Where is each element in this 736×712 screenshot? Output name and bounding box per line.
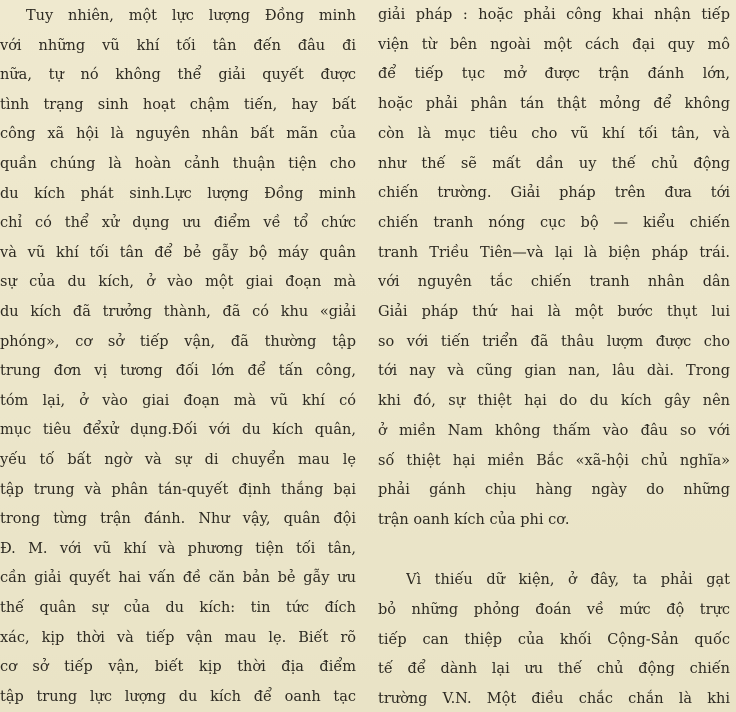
text-line: viện từ bên ngoài một cách đại quy mô [378,36,730,53]
text-line: phải gánh chịu hàng ngày do những [378,482,730,499]
text-line: tập trung lực lượng du kích để oanh tạc [0,688,356,705]
text-line: trận oanh kích của phi cơ. [378,511,570,528]
text-line: với những vũ khí tối tân đến đâu đi [0,37,356,54]
text-line: yếu tố bất ngờ và sự di chuyển mau lẹ [0,452,356,468]
text-line: cơ sở tiếp vận, biết kịp thời địa điểm [0,659,356,676]
text-line: chiến trường. Giải pháp trên đưa tới [378,185,730,202]
text-line: trường V.N. Một điều chắc chắn là khi [378,691,730,708]
text-line: hoặc phải phân tán thật mỏng để không [378,96,730,113]
text-line: số thiệt hại miền Bắc «xã-hội chủ nghĩa» [378,452,730,469]
text-line: nữa, tự nó không thể giải quyết được [0,67,356,84]
text-line: Vì thiếu dữ kiện, ở đây, ta phải gạt [406,572,730,588]
text-line: giải pháp : hoặc phải công khai nhận tiếp [378,7,730,23]
text-line: du kích phát sinh.Lực lượng Đồng minh [0,185,356,202]
text-line: quần chúng là hoàn cảnh thuận tiện cho [0,156,356,172]
text-line: khi đó, sự thiệt hại do du kích gây nên [378,393,730,410]
text-line: Đ. M. với vũ khí và phương tiện tối tân, [0,540,356,557]
text-line: trong từng trận đánh. Như vậy, quân đội [0,511,356,528]
text-line: thế quân sự của du kích: tin tức đích [0,600,356,616]
text-line: so với tiến triển đã thâu lượm được cho [378,333,730,350]
text-line: xác, kịp thời và tiếp vận mau lẹ. Biết rõ [0,629,356,646]
text-line: cần giải quyết hai vấn đề căn bản bẻ gẫy ưu [0,570,356,587]
text-line [378,535,730,565]
text-line: để tiếp tục mở được trận đánh lớn, [378,66,730,83]
text-line: ở miền Nam không thấm vào đâu so với [378,422,730,439]
text-line: tập trung và phân tán-quyết định thắng bại [0,481,356,498]
text-line: Giải pháp thứ hai là một bước thụt lui [378,304,730,320]
text-line: du kích đã trưởng thành, đã có khu «giải [0,304,356,320]
text-line: và vũ khí tối tân để bẻ gẫy bộ máy quân [0,244,356,261]
text-line: như thế sẽ mất dần uy thế chủ động [378,155,730,172]
text-line: với nguyên tắc chiến tranh nhân dân [378,274,730,291]
text-line: trung đơn vị tương đối lớn để tấn công, [0,363,356,380]
text-line: sự của du kích, ở vào một giai đoạn mà [0,274,356,291]
text-line: chiến tranh nóng cục bộ — kiểu chiến [378,214,730,231]
text-line: tình trạng sinh hoạt chậm tiến, hay bất [0,96,356,113]
text-line: tới nay và cũng gian nan, lâu dài. Trong [378,363,730,380]
text-line: còn là mục tiêu cho vũ khí tối tân, và [378,125,730,142]
text-line: phóng», cơ sở tiếp vận, đã thường tập [0,333,356,350]
text-line: mục tiêu đểxử dụng.Đối với du kích quân, [0,422,356,439]
text-line: bỏ những phỏng đoán về mức độ trực [378,601,730,618]
text-line: Tuy nhiên, một lực lượng Đồng minh [26,8,356,24]
text-line: tranh Triều Tiên—và lại là biện pháp trái. [378,244,730,261]
text-line: tế để dành lại ưu thế chủ động chiến [378,661,730,678]
text-line: tiếp can thiệp của khối Cộng-Sản quốc [378,631,730,648]
text-line: tóm lại, ở vào giai đoạn mà vũ khí có [0,392,356,409]
text-line: công xã hội là nguyên nhân bất mãn của [0,126,356,143]
text-line: chỉ có thể xử dụng ưu điểm về tổ chức [0,215,356,232]
